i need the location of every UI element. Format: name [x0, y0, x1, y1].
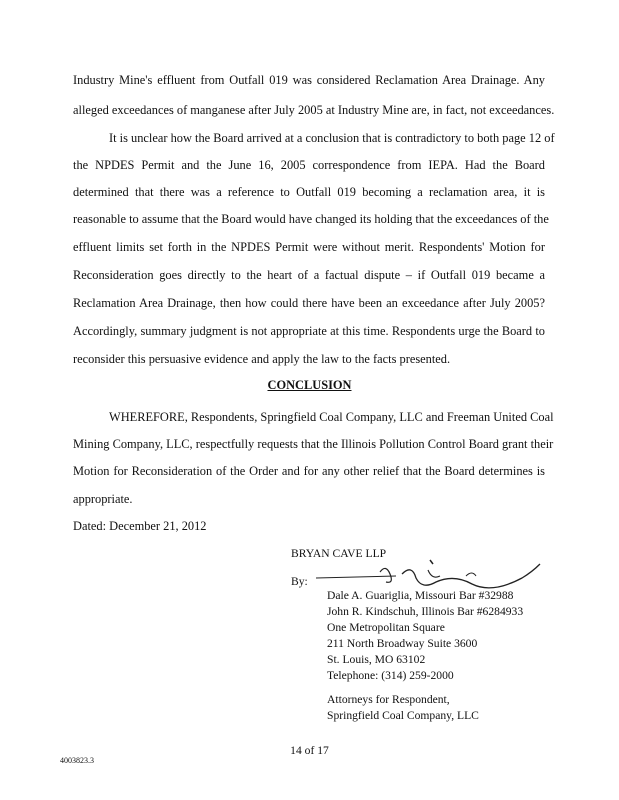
attorneys-for-line: Attorneys for Respondent,	[327, 693, 450, 706]
document-id: 4003823.3	[60, 756, 94, 765]
attorney-line: John R. Kindschuh, Illinois Bar #6284933	[327, 605, 524, 618]
telephone-line: Telephone: (314) 259-2000	[327, 669, 454, 682]
conclusion-heading: CONCLUSION	[267, 378, 352, 392]
body-line: Industry Mine's effluent from Outfall 019 was considered Reclamation Area Drainage. Any	[73, 73, 545, 87]
body-line: determined that there was a reference to Outfall 019 becoming a reclamation area, it is	[73, 185, 545, 199]
body-line: Reclamation Area Drainage, then how could there have been an exceedance after July 2005?	[73, 296, 545, 310]
body-line: alleged exceedances of manganese after July 2005 at Industry Mine are, in fact, not exceedances.	[73, 103, 555, 117]
body-line: reconsider this persuasive evidence and apply the law to the facts presented.	[73, 352, 451, 366]
date-line: Dated: December 21, 2012	[73, 519, 207, 533]
body-line: effluent limits set forth in the NPDES Permit were without merit. Respondents' Motion for	[73, 240, 545, 254]
address-line: St. Louis, MO 63102	[327, 653, 426, 666]
body-line: Accordingly, summary judgment is not appropriate at this time. Respondents urge the Board to	[73, 324, 545, 338]
address-line: 211 North Broadway Suite 3600	[327, 637, 478, 650]
body-line: It is unclear how the Board arrived at a conclusion that is contradictory to both page 12 of	[109, 131, 555, 145]
conclusion-line: WHEREFORE, Respondents, Springfield Coal Company, LLC and Freeman United Coal	[109, 410, 554, 424]
conclusion-line: Mining Company, LLC, respectfully requests that the Illinois Pollution Control Board grant their	[73, 437, 554, 451]
attorney-line: Dale A. Guariglia, Missouri Bar #32988	[327, 589, 514, 602]
address-line: One Metropolitan Square	[327, 621, 445, 634]
firm-name: BRYAN CAVE LLP	[291, 547, 387, 560]
conclusion-line: Motion for Reconsideration of the Order and for any other relief that the Board determines is	[73, 464, 545, 478]
body-line: Reconsideration goes directly to the heart of a factual dispute – if Outfall 019 became a	[73, 268, 545, 282]
body-line: the NPDES Permit and the June 16, 2005 correspondence from IEPA. Had the Board	[73, 158, 545, 172]
by-label: By:	[291, 575, 308, 588]
conclusion-line: appropriate.	[73, 492, 133, 506]
client-line: Springfield Coal Company, LLC	[327, 709, 479, 722]
page-number: 14 of 17	[290, 744, 329, 757]
body-line: reasonable to assume that the Board would have changed its holding that the exceedances of the	[73, 212, 549, 226]
